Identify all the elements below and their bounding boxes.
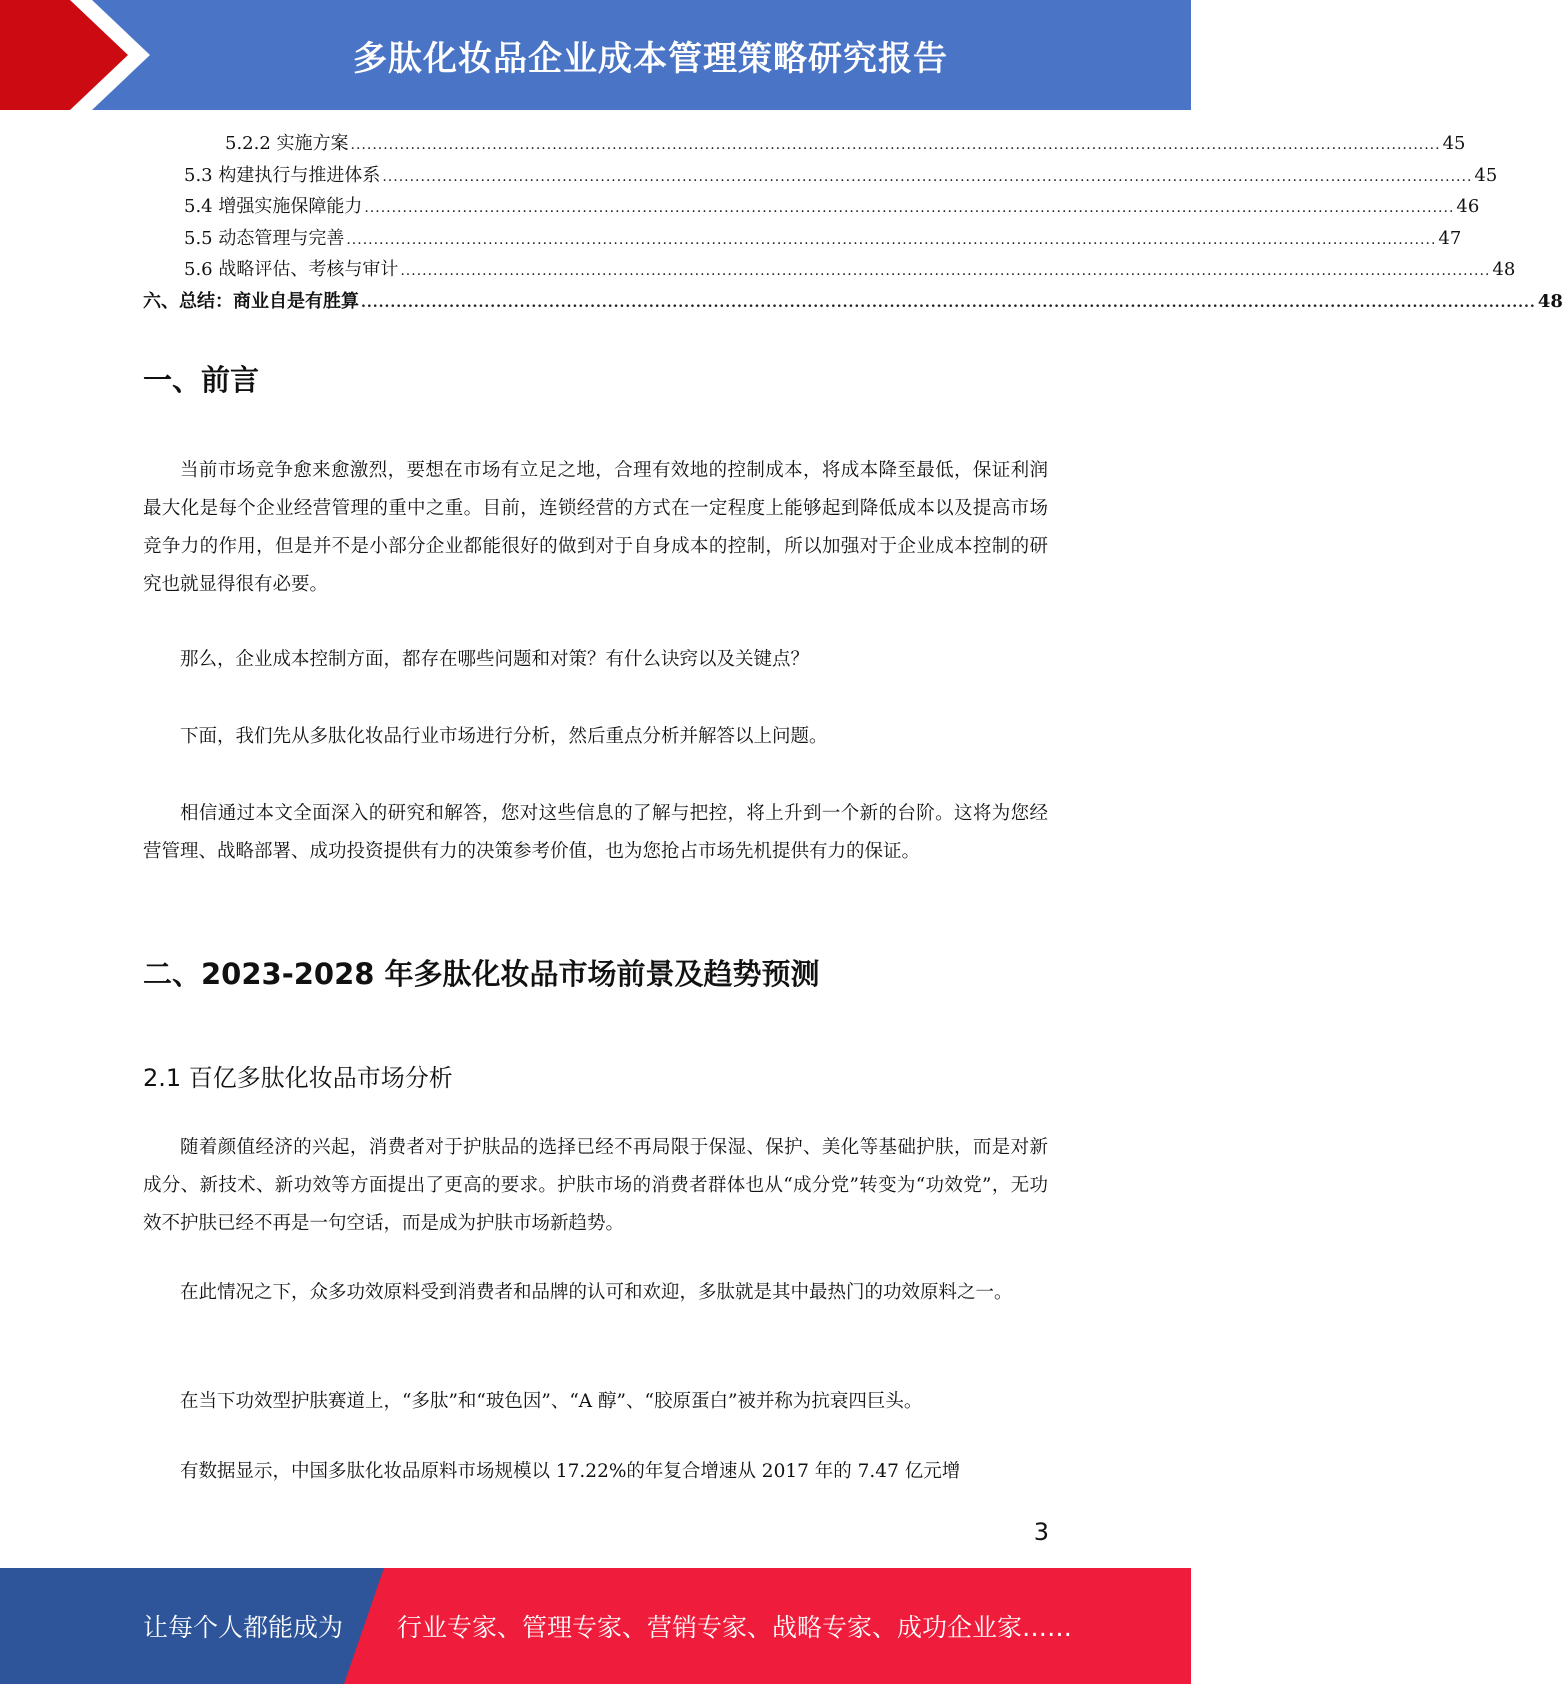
toc-entry[interactable]: [143, 286, 1563, 318]
toc-leader-dots: ........................................................................................................................................................................................................: [400, 263, 1491, 279]
table-of-contents: [143, 128, 1563, 317]
toc-entry-label: 5.3 构建执行与推进体系: [184, 164, 381, 186]
toc-leader-dots: ........................................................................................................................................................................................................: [361, 294, 1536, 311]
paragraph: 有数据显示，中国多肽化妆品原料市场规模以 17.22%的年复合增速从 2017 年的 7.47 亿元增: [180, 1461, 961, 1482]
footer-slogan-right: 行业专家、管理专家、营销专家、战略专家、成功企业家……: [397, 1613, 1073, 1642]
toc-entry-page: 46: [1456, 196, 1480, 217]
page-header: [0, 0, 1191, 110]
toc-entry-page: 47: [1438, 227, 1462, 249]
toc-entry[interactable]: [143, 160, 1498, 192]
paragraph: 随着颜值经济的兴起，消费者对于护肤品的选择已经不再局限于保湿、保护、美化等基础护肤，而是对新成分、新技术、新功效等方面提出了更高的要求。护肤市场的消费者群体也从“成分党”转变为“功效党”，无功效不护肤已经不再是一句空话，而是成为护肤市场新趋势。: [143, 1137, 1048, 1234]
toc-entry[interactable]: [143, 223, 1462, 255]
toc-entry-page: 48: [1492, 259, 1516, 280]
paragraph: 那么，企业成本控制方面，都存在哪些问题和对策？有什么诀窍以及关键点？: [180, 649, 810, 670]
toc-entry[interactable]: [143, 254, 1516, 286]
page-footer: [0, 1568, 1191, 1684]
toc-entry-page: 45: [1442, 133, 1466, 154]
paragraph: 当前市场竞争愈来愈激烈，要想在市场有立足之地，合理有效地的控制成本，将成本降至最低，保证利润最大化是每个企业经营管理的重中之重。目前，连锁经营的方式在一定程度上能够起到降低成本以及提高市场竞争力的作用，但是并不是小部分企业都能很好的做到对于自身成本的控制，所以加强对于企业成本控制的研究也就显得很有必要。: [143, 460, 1048, 595]
toc-leader-dots: ........................................................................................................................................................................................................: [350, 137, 1441, 153]
toc-entry-page: 48: [1537, 290, 1563, 312]
paragraph: 在当下功效型护肤赛道上，“多肽”和“玻色因”、“A 醇”、“胶原蛋白”被并称为抗衰四巨头。: [180, 1391, 923, 1412]
paragraph: 下面，我们先从多肽化妆品行业市场进行分析，然后重点分析并解答以上问题。: [180, 726, 828, 747]
toc-leader-dots: ........................................................................................................................................................................................................: [346, 231, 1437, 248]
toc-entry-label: 5.6 战略评估、考核与审计: [184, 259, 399, 280]
toc-entry-label: 六、总结：商业自是有胜算: [143, 290, 359, 312]
toc-leader-dots: ........................................................................................................................................................................................................: [382, 168, 1473, 185]
toc-entry-label: 5.2.2 实施方案: [225, 133, 349, 154]
toc-entry-label: 5.4 增强实施保障能力: [184, 196, 363, 217]
toc-leader-dots: ........................................................................................................................................................................................................: [364, 200, 1455, 216]
header-title: 多肽化妆品企业成本管理策略研究报告: [353, 38, 948, 79]
section-heading-market-outlook: 二、2023-2028 年多肽化妆品市场前景及趋势预测: [143, 957, 820, 991]
paragraph: 在此情况之下，众多功效原料受到消费者和品牌的认可和欢迎，多肽就是其中最热门的功效原料之一。: [180, 1282, 1013, 1303]
sub-heading-market-analysis: 2.1 百亿多肽化妆品市场分析: [143, 1064, 453, 1092]
page-number: 3: [1033, 1518, 1049, 1546]
footer-slogan-left: 让每个人都能成为: [143, 1613, 344, 1642]
toc-entry-page: 45: [1474, 164, 1498, 186]
toc-entry-label: 5.5 动态管理与完善: [184, 227, 345, 249]
toc-entry[interactable]: [143, 128, 1466, 160]
paragraph: 相信通过本文全面深入的研究和解答，您对这些信息的了解与把控，将上升到一个新的台阶。这将为您经营管理、战略部署、成功投资提供有力的决策参考价值，也为您抢占市场先机提供有力的保证。: [143, 803, 1048, 862]
toc-entry[interactable]: [143, 191, 1480, 223]
section-heading-preface: 一、前言: [143, 363, 260, 397]
